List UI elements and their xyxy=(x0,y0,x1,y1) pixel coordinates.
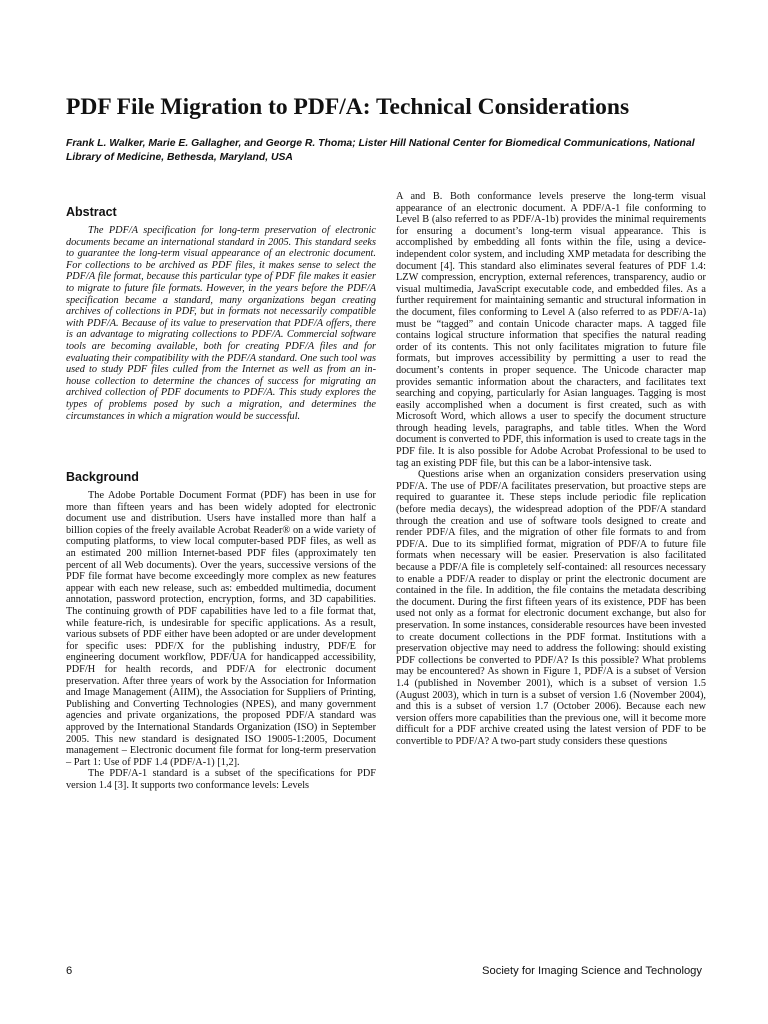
paper-title: PDF File Migration to PDF/A: Technical Considerations xyxy=(66,94,630,120)
right-paragraph-2: Questions arise when an organization considers preservation using PDF/A. The use of PDF/A facilitates preservation, but proactive steps are required to guarantee it. These steps include periodic file replication (before media decays), the widespread adoption of the PDF/A standard through the creation and use of software tools designed to create and render PDF/A files, and the migration of other file formats to and from PDF/A. Due to its simplified format, migration of PDF/A to future file formats when necessary will be easier. Preservation is also facilitated because a PDF/A file is completely self-contained: all resources necessary to enable a PDF/A reader to display or print the electronic document are contained in the file. In addition, the file contains the metadata describing the document. During the first fifteen years of its existence, PDF has been used not only as a format for electronic document exchange, but also for preservation. In some instances, considerable resources have been invested to create document collections in the PDF format. Institutions with a preservation objective may need to address the following: should existing PDF collections be converted to PDF/A? Is this possible? What problems may be encountered? As shown in Figure 1, PDF/A is a subset of Version 1.4 (published in November 2001), which is a subset of version 1.5 (August 2003), which in turn is a subset of version 1.6 (November 2004), and this is a subset of version 1.7 (October 2006). Because each new version offers more capabilities than the previous one, will it become more difficult for a PDF archive created using the latest version of PDF to be convertible to PDF/A? A two-part study considers these questions xyxy=(396,469,706,747)
right-column xyxy=(396,191,706,748)
background-paragraph-1: The Adobe Portable Document Format (PDF) has been in use for more than fifteen years and has been widely adopted for electronic document use and distribution. Users have installed more than half a billion copies of the freely available Acrobat Reader® on a wide variety of computing platforms, to view local computer-based PDF files, as well as an estimated 200 million Internet-based PDF files (approximately ten percent of all Web documents). Over the years, successive versions of the PDF file format have become exceedingly more complex as new features appear with each new release, such as: embedded multimedia, document annotation, password protection, encryption, forms, and 3D capabilities. The continuing growth of PDF capabilities have led to a file format that, while feature-rich, is undesirable for specific applications. As a result, various subsets of PDF either have been adopted or are under development for specific uses: PDF/X for the publishing industry, PDF/E for engineering document workflow, PDF/UA for handicapped accessibility, PDF/H for health records, and PDF/A for electronic document preservation. After three years of work by the Association for Information and Image Management (AIIM), the Association for Suppliers of Printing, Publishing and Converting Technologies (NPES), and many government agencies and private organizations, the proposed PDF/A standard was approved by the International Standards Organization (ISO) in September 2005. This new standard is designated ISO 19005-1:2005, Document management – Electronic document file format for long-term preservation – Part 1: Use of PDF 1.4 (PDF/A-1) [1,2]. xyxy=(66,490,376,768)
section-gap xyxy=(66,422,376,468)
page-footer xyxy=(66,965,702,981)
left-column xyxy=(66,203,376,792)
page-number: 6 xyxy=(66,965,73,977)
abstract-text: The PDF/A specification for long-term preservation of electronic documents became an international standard in 2005. This standard seeks to guarantee the long-term visual appearance of an electronic document. For collections to be archived as PDF files, it makes sense to select the PDF/A file format, because this particular type of PDF file makes it easier to migrate to future file formats. However, in the years before the PDF/A specification became a standard, many organizations began creating archives of collections in PDF, but in formats not necessarily compatible with PDF/A. Because of its value to preservation that PDF/A offers, there is an advantage to migrating collections to PDF/A. Commercial software tools are becoming available, both for creating PDF/A files and for evaluating their compatibility with the PDF/A standard. One such tool was used to study PDF files culled from the Internet as well as from an in-house collection to determine the chances of success for migrating an archived collection of PDF documents to PDF/A. This study explores the types of problems posed by such a migration, and determines the circumstances in which a migration would be successful. xyxy=(66,225,376,422)
background-heading: Background xyxy=(66,470,139,485)
background-paragraph-2: The PDF/A-1 standard is a subset of the specifications for PDF version 1.4 [3]. It supports two conformance levels: Levels xyxy=(66,768,376,791)
society-name: Society for Imaging Science and Technology xyxy=(482,965,702,977)
abstract-heading: Abstract xyxy=(66,205,117,219)
author-line: Frank L. Walker, Marie E. Gallagher, and George R. Thoma; Lister Hill National Center for Biomedical Communications, National Library of Medicine, Bethesda, Maryland, USA xyxy=(66,138,695,163)
right-paragraph-1: A and B. Both conformance levels preserve the long-term visual appearance of an electronic document. A PDF/A-1 file conforming to Level B (also referred to as PDF/A-1b) provides the minimal requirements for ensuring a document’s long-term visual appearance. This is accomplished by embedding all fonts within the file, using a device-independent color system, and including XMP metadata for describing the document [4]. This standard also eliminates several features of PDF 1.4: LZW compression, encryption, external references, transparency, audio or visual multimedia, JavaScript executable code, and embedded files. As a further requirement for maintaining semantic and structural information in the document, files conforming to Level A (also referred to as PDF/A-1a) must be “tagged” and contain Unicode character maps. A tagged file contains logical structure information that specifies the natural reading order of its contents. This not only facilitates migration to future file formats, but improves accessibility by permitting a user to read the document’s contents in proper sequence. The Unicode character map provides semantic information about the characters, and facilitates text searching and copying, particularly for Asian languages. Tagging is most easily accomplished when a document is first created, such as with Microsoft Word, which allows a user to specify the document structure through heading levels, paragraphs, and table titles. When the Word document is converted to PDF, this information is used to create tags in the PDF file. It is also possible for Adobe Acrobat Professional to be used to tag an existing PDF file, but this can be a labor-intensive task. xyxy=(396,191,706,469)
